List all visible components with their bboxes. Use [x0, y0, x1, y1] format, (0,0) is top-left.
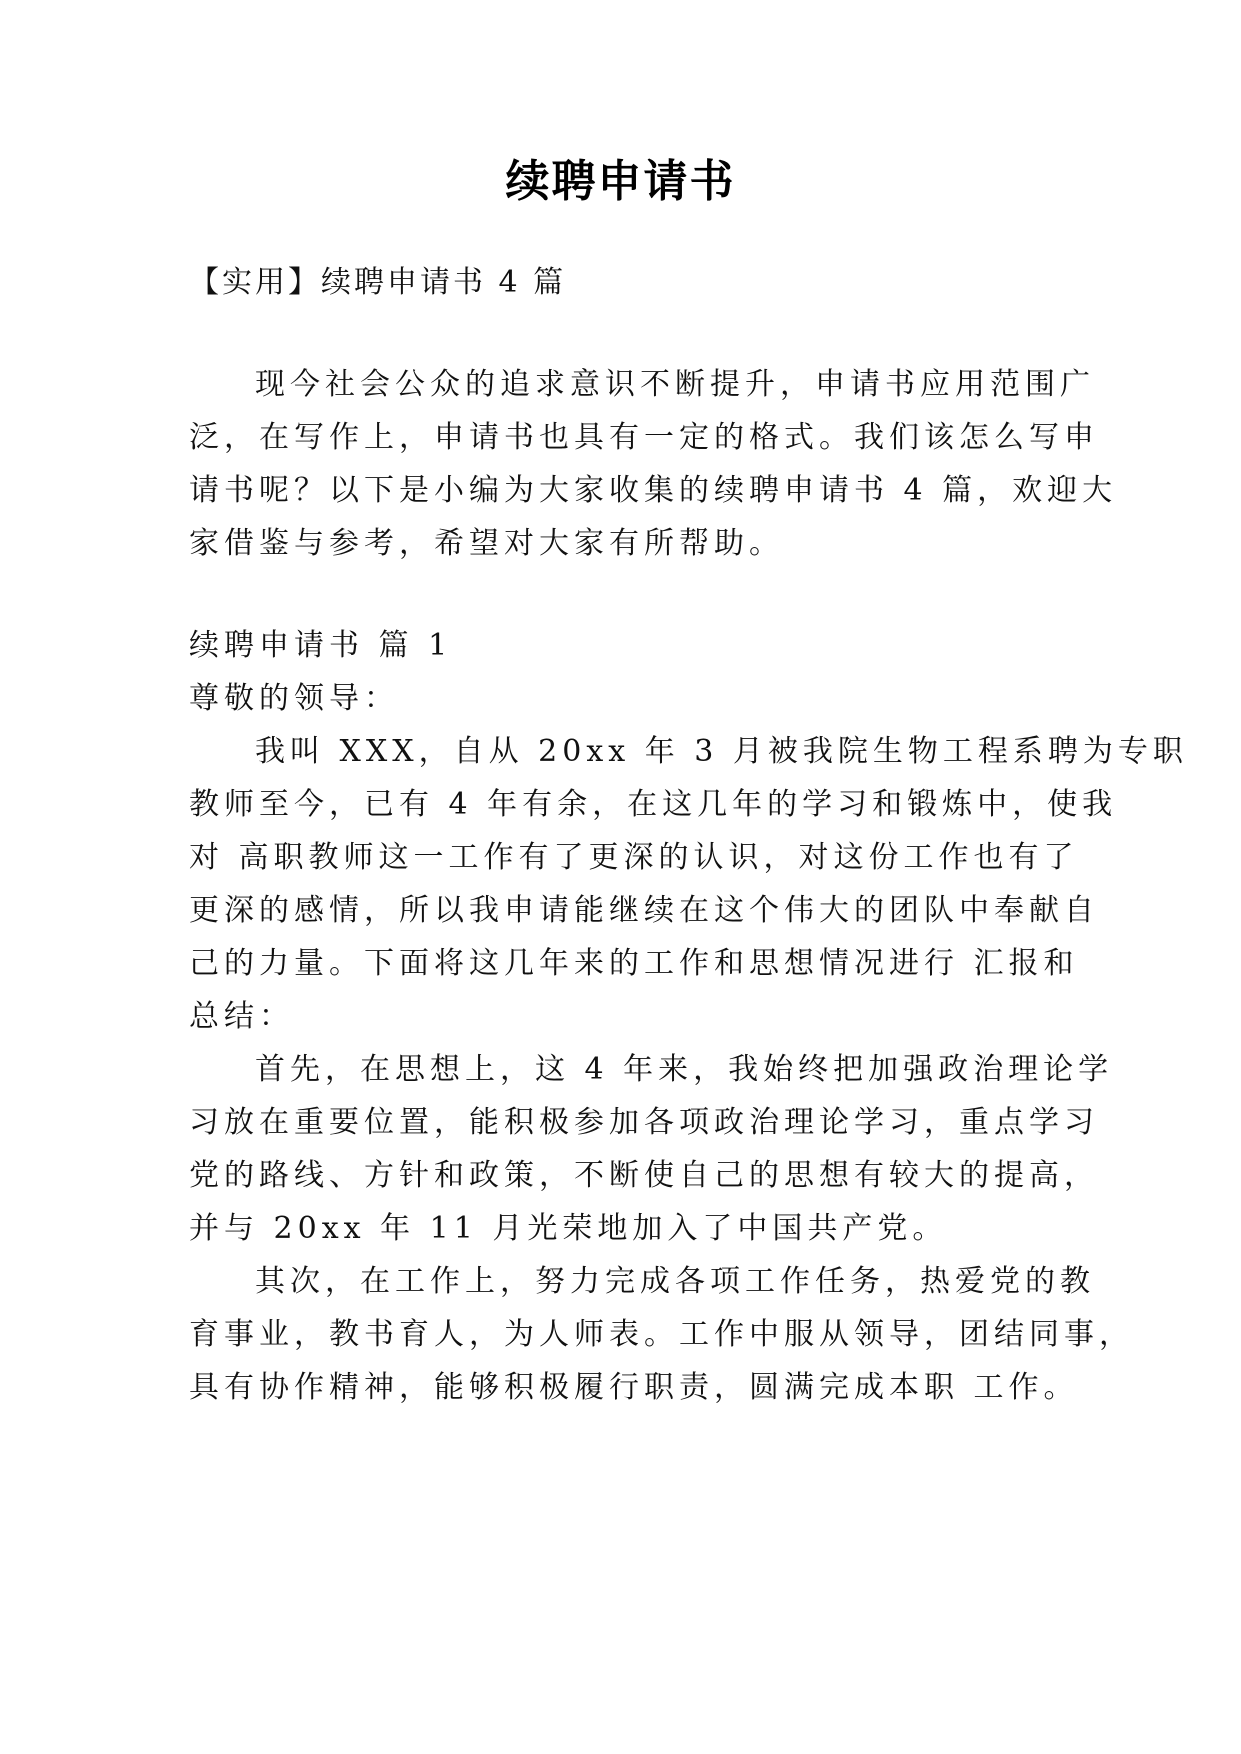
paragraph-line: 并与 20xx 年 11 月光荣地加入了中国共产党。: [189, 1211, 948, 1246]
paragraph-line: 更深的感情，所以我申请能继续在这个伟大的团队中奉献自: [189, 893, 1099, 928]
paragraph-line: 首先，在思想上，这 4 年来，我始终把加强政治理论学: [255, 1052, 1114, 1087]
paragraph-line: 具有协作精神，能够积极履行职责，圆满完成本职 工作。: [189, 1370, 1079, 1405]
paragraph-line: 党的路线、方针和政策，不断使自己的思想有较大的提高，: [189, 1158, 1099, 1193]
intro-line: 请书呢？以下是小编为大家收集的续聘申请书 4 篇，欢迎大: [189, 473, 1118, 508]
section-heading: 续聘申请书 篇 1: [189, 628, 453, 663]
intro-line: 家借鉴与参考，希望对大家有所帮助。: [189, 526, 784, 561]
document-title: 续聘申请书: [505, 156, 736, 207]
paragraph-line: 育事业，教书育人，为人师表。工作中服从领导，团结同事，: [189, 1317, 1134, 1352]
paragraph-line: 习放在重要位置，能积极参加各项政治理论学习，重点学习: [189, 1105, 1099, 1140]
paragraph-line: 我叫 XXX，自从 20xx 年 3 月被我院生物工程系聘为专职: [255, 734, 1188, 769]
paragraph-line: 教师至今，已有 4 年有余，在这几年的学习和锻炼中，使我: [189, 787, 1118, 822]
paragraph-line: 总结：: [189, 999, 294, 1034]
paragraph-line: 其次，在工作上，努力完成各项工作任务，热爱党的教: [255, 1264, 1095, 1299]
paragraph-line: 对 高职教师这一工作有了更深的认识，对这份工作也有了: [189, 840, 1079, 875]
paragraph-line: 己的力量。下面将这几年来的工作和思想情况进行 汇报和: [189, 946, 1079, 981]
salutation: 尊敬的领导：: [189, 681, 399, 716]
intro-line: 泛，在写作上，申请书也具有一定的格式。我们该怎么写申: [189, 420, 1099, 455]
intro-line: 现今社会公众的追求意识不断提升，申请书应用范围广: [255, 367, 1095, 402]
document-subtitle: 【实用】续聘申请书 4 篇: [189, 265, 567, 300]
